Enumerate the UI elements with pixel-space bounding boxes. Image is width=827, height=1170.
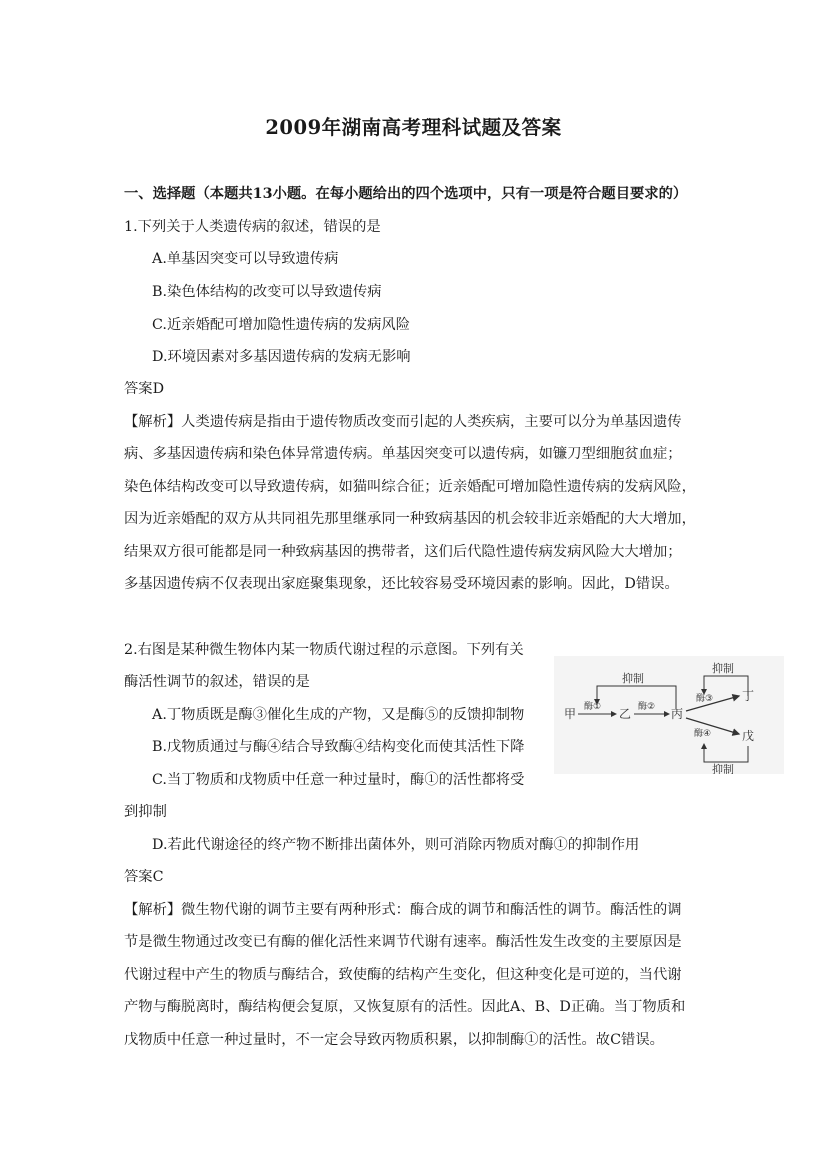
question-2-analysis-line: 【解析】微生物代谢的调节主要有两种形式：酶合成的调节和酶活性的调节。酶活性的调 xyxy=(124,902,682,918)
section-header: 一、选择题（本题共13小题。在每小题给出的四个选项中，只有一项是符合题目要求的） xyxy=(124,186,688,202)
question-1-analysis-line: 因为近亲婚配的双方从共同祖先那里继承同一种致病基因的机会较非近亲婚配的大大增加， xyxy=(124,511,696,527)
metabolic-pathway-diagram xyxy=(554,656,784,774)
node-wu: 戊 xyxy=(742,729,755,743)
enzyme-4-label: 酶④ xyxy=(694,729,712,739)
question-2-option-b: B.戊物质通过与酶④结合导致酶④结构变化而使其活性下降 xyxy=(152,739,525,755)
node-jia: 甲 xyxy=(564,707,577,721)
question-2-analysis-line: 节是微生物通过改变已有酶的催化活性来调节代谢有速率。酶活性发生改变的主要原因是 xyxy=(124,934,682,950)
question-2-option-c: C.当丁物质和戊物质中任意一种过量时，酶①的活性都将受 xyxy=(152,772,525,788)
question-1-analysis-line: 病、多基因遗传病和染色体异常遗传病。单基因突变可以遗传病，如镰刀型细胞贫血症； xyxy=(124,446,682,462)
enzyme-3-label: 酶③ xyxy=(696,694,714,704)
node-ding: 丁 xyxy=(742,689,755,703)
question-1-option-a: A.单基因突变可以导致遗传病 xyxy=(152,251,339,267)
node-bing: 丙 xyxy=(671,707,684,721)
inhibit-label-top-left: 抑制 xyxy=(622,672,644,685)
question-2-stem-line: 酶活性调节的叙述，错误的是 xyxy=(124,674,310,690)
question-1-answer: 答案D xyxy=(124,381,165,397)
question-1-option-c: C.近亲婚配可增加隐性遗传病的发病风险 xyxy=(152,317,411,333)
question-2-option-a: A.丁物质既是酶③催化生成的产物，又是酶⑤的反馈抑制物 xyxy=(152,707,525,723)
question-1-option-b: B.染色体结构的改变可以导致遗传病 xyxy=(152,284,382,300)
question-2-analysis-line: 产物与酶脱离时，酶结构便会复原，又恢复原有的活性。因此A、B、D正确。当丁物质和 xyxy=(124,999,686,1015)
inhibit-label-top-right: 抑制 xyxy=(712,662,734,675)
question-1-analysis-line: 染色体结构改变可以导致遗传病，如猫叫综合征；近亲婚配可增加隐性遗传病的发病风险， xyxy=(124,479,696,495)
question-2-analysis-line: 戊物质中任意一种过量时，不一定会导致丙物质积累，以抑制酶①的活性。故C错误。 xyxy=(124,1032,664,1048)
node-yi: 乙 xyxy=(619,707,632,721)
question-1-analysis-line: 多基因遗传病不仅表现出家庭聚集现象，还比较容易受环境因素的影响。因此，D错误。 xyxy=(124,576,679,592)
enzyme-1-label: 酶① xyxy=(584,702,602,712)
enzyme-2-label: 酶② xyxy=(638,702,656,712)
question-1-option-d: D.环境因素对多基因遗传病的发病无影响 xyxy=(152,349,411,365)
question-1-analysis-line: 结果双方很可能都是同一种致病基因的携带者，这们后代隐性遗传病发病风险大大增加； xyxy=(124,544,682,560)
question-2-stem-line: 2.右图是某种微生物体内某一物质代谢过程的示意图。下列有关 xyxy=(124,642,524,658)
question-1-stem: 1.下列关于人类遗传病的叙述，错误的是 xyxy=(124,219,381,235)
page-title: 2009年湖南高考理科试题及答案 xyxy=(265,116,562,139)
question-2-option-c-continued: 到抑制 xyxy=(124,804,167,820)
inhibit-label-bottom: 抑制 xyxy=(712,763,734,774)
question-2-answer: 答案C xyxy=(124,869,164,885)
diagram-background xyxy=(554,656,784,774)
question-2-option-d: D.若此代谢途径的终产物不断排出菌体外，则可消除丙物质对酶①的抑制作用 xyxy=(152,837,640,853)
question-2-analysis-line: 代谢过程中产生的物质与酶结合，致使酶的结构产生变化，但这种变化是可逆的，当代谢 xyxy=(124,967,682,983)
question-1-analysis-line: 【解析】人类遗传病是指由于遗传物质改变而引起的人类疾病，主要可以分为单基因遗传 xyxy=(124,414,682,430)
